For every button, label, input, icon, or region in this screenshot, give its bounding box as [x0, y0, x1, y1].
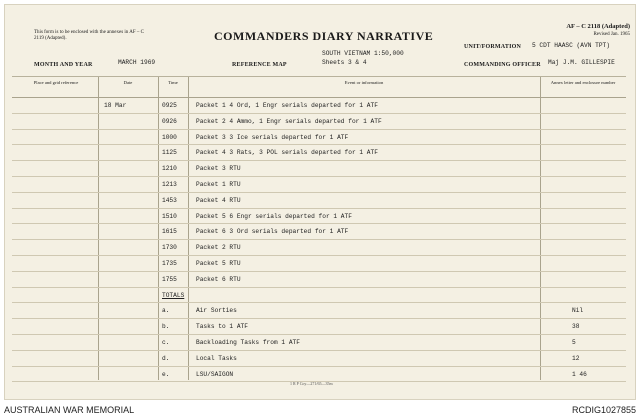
cell-event: LSU/SAIGON	[196, 370, 234, 378]
row-rule	[12, 129, 626, 130]
cell-date: 18 Mar	[104, 102, 127, 109]
row-rule	[12, 334, 626, 335]
cell-time: c.	[162, 339, 170, 346]
cell-time: 1125	[162, 149, 177, 157]
cell-time: 1213	[162, 181, 177, 188]
row-rule	[12, 192, 626, 193]
row-rule	[12, 239, 626, 240]
commanding-officer-label: COMMANDING OFFICER	[464, 62, 541, 68]
cell-time: 1210	[162, 165, 177, 173]
col-date-header: Date	[123, 80, 133, 85]
month-year-value: MARCH 1969	[118, 59, 156, 66]
row-rule	[12, 302, 626, 303]
row-rule	[12, 223, 626, 224]
form-number: AF – C 2118 (Adapted)	[566, 23, 630, 30]
cell-annex: 5	[572, 339, 576, 346]
cell-annex: 12	[572, 354, 580, 362]
row-rule	[12, 366, 626, 367]
col-time-header: Time	[168, 80, 178, 85]
row-rule	[12, 350, 626, 351]
cell-event: Packet 5 6 Engr serials departed for 1 ATF	[196, 212, 352, 220]
row-rule	[12, 271, 626, 272]
reference-map-value-2: Sheets 3 & 4	[322, 59, 367, 66]
col-place-header: Place and grid reference	[33, 80, 79, 85]
row-rule	[12, 160, 626, 161]
cell-time: 1000	[162, 133, 177, 141]
cell-event: Packet 2 4 Ammo, 1 Engr serials departed for 1 ATF	[196, 117, 382, 125]
cell-time: 1615	[162, 228, 177, 236]
commanding-officer-value: Maj J.M. GILLESPIE	[548, 59, 615, 66]
unit-label: UNIT/FORMATION	[464, 44, 522, 50]
archive-id: RCDIG1027855	[571, 405, 636, 415]
cell-event: Tasks to 1 ATF	[196, 323, 248, 331]
cell-event: Packet 3 3 Ice serials departed for 1 ATF	[196, 133, 349, 141]
row-rule	[12, 208, 626, 209]
page-title: COMMANDERS DIARY NARRATIVE	[214, 29, 434, 43]
cell-event: Packet 6 RTU	[196, 275, 241, 283]
col-event-header: Event or information	[344, 80, 384, 85]
row-rule	[12, 113, 626, 114]
row-rule	[12, 176, 626, 177]
cell-time: 1510	[162, 212, 177, 220]
month-year-label: MONTH AND YEAR	[34, 62, 93, 68]
cell-time: 1453	[162, 196, 177, 204]
cell-event: Packet 5 RTU	[196, 260, 241, 267]
col-annex-header: Annex letter and enclosure number	[550, 80, 616, 85]
cell-event: Packet 1 RTU	[196, 181, 241, 188]
cell-time: a.	[162, 307, 170, 315]
print-note: 1 R P Coy—271/65—35m	[290, 381, 333, 386]
cell-annex: Nil	[572, 307, 584, 315]
cell-event: Air Sorties	[196, 307, 237, 315]
cell-time: 0926	[162, 117, 177, 125]
reference-map-value-1: SOUTH VIETNAM 1:50,000	[322, 50, 404, 57]
cell-event: Packet 1 4 Ord, 1 Engr serials departed for 1 ATF	[196, 102, 378, 109]
header-divider	[12, 97, 626, 98]
enclosed-note: This form is to be enclosed with the annexes in AF – C 2119 (Adapted).	[34, 30, 144, 41]
cell-event: Local Tasks	[196, 354, 237, 362]
unit-value: 5 CDT HAASC (AVN TPT)	[532, 42, 610, 49]
cell-time: TOTALS	[162, 291, 185, 299]
cell-time: 1755	[162, 275, 177, 283]
cell-time: 1735	[162, 260, 177, 267]
row-rule	[12, 318, 626, 319]
cell-annex: 38	[572, 323, 580, 331]
reference-map-label: REFERENCE MAP	[232, 62, 287, 68]
revised-date: Revised Jan. 1965	[593, 32, 630, 37]
archive-credit: AUSTRALIAN WAR MEMORIAL	[4, 405, 135, 415]
cell-time: 0925	[162, 102, 177, 109]
cell-event: Packet 4 RTU	[196, 196, 241, 204]
cell-time: b.	[162, 323, 170, 331]
cell-time: 1730	[162, 244, 177, 252]
row-rule	[12, 287, 626, 288]
cell-event: Backloading Tasks from 1 ATF	[196, 339, 300, 346]
cell-event: Packet 2 RTU	[196, 244, 241, 252]
narrative-table	[12, 76, 626, 380]
cell-event: Packet 6 3 Ord serials departed for 1 ATF	[196, 228, 349, 236]
row-rule	[12, 255, 626, 256]
cell-event: Packet 4 3 Rats, 3 POL serials departed for 1 ATF	[196, 149, 378, 157]
cell-time: e.	[162, 370, 170, 378]
cell-event: Packet 3 RTU	[196, 165, 241, 173]
cell-time: d.	[162, 354, 170, 362]
row-rule	[12, 144, 626, 145]
cell-annex: 1 46	[572, 370, 587, 378]
